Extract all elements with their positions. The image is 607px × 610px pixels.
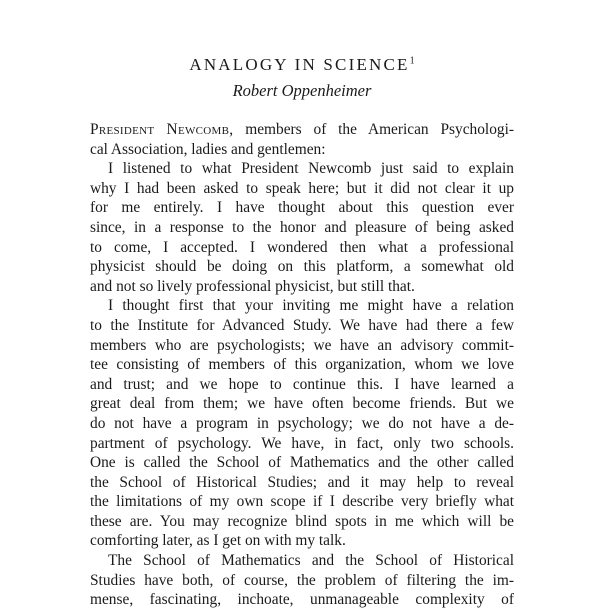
footnote-marker[interactable]: 1 — [409, 55, 415, 67]
text-line: I listened to what President Newcomb just said to explain — [108, 160, 514, 178]
article-title-text: ANALOGY IN SCIENCE — [189, 55, 410, 74]
text-line: and not so lively professional physicist, but still that. — [90, 277, 415, 295]
paragraph — [90, 120, 514, 159]
text-line: and trust; and we hope to continue this. I have learned a — [90, 375, 514, 393]
text-line-rest: members of the American Psychologi- — [233, 121, 514, 138]
text-line: cal Association, ladies and gentlemen: — [90, 140, 326, 158]
article-author: Robert Oppenheimer — [232, 81, 372, 100]
document-page — [90, 54, 514, 610]
text-line: I thought first that your inviting me might have a relation — [108, 297, 514, 315]
paragraph — [90, 551, 514, 610]
text-line: since, in a response to the honor and pleasure of being asked — [90, 218, 514, 236]
text-line — [90, 120, 514, 140]
text-line: members who are psychologists; we have an advisory commit- — [90, 336, 514, 354]
text-line: partment of psychology. We have, in fact, only two schools. — [90, 434, 514, 452]
text-line: these are. You may recognize blind spots in me which will be — [90, 512, 514, 530]
text-line: tee consisting of members of this organization, whom we love — [90, 356, 514, 374]
text-line: the School of Historical Studies; and it may help to reveal — [90, 473, 514, 491]
text-line: for me entirely. I have thought about this question ever — [90, 199, 514, 217]
text-line: One is called the School of Mathematics and the other called — [90, 454, 514, 472]
text-line: The School of Mathematics and the School of Historical — [108, 552, 514, 570]
article-body — [90, 120, 514, 610]
article-title — [90, 54, 514, 76]
paragraph — [90, 296, 514, 551]
text-line: why I had been asked to speak here; but it did not clear it up — [90, 179, 514, 197]
text-line: Studies have both, of course, the problem of filtering the im- — [90, 571, 514, 589]
text-line: great deal from them; we have often become friends. But we — [90, 395, 514, 413]
text-line: to come, I accepted. I wondered then what a professional — [90, 238, 514, 256]
text-line: the limitations of my own scope if I describe very briefly what — [90, 493, 514, 511]
text-line: physicist should be doing on this platform, a somewhat old — [90, 258, 514, 276]
text-line: do not have a program in psychology; we do not have a de- — [90, 414, 514, 432]
text-line: mense, fascinating, inchoate, unmanageable complexity of — [90, 591, 514, 609]
text-line: to the Institute for Advanced Study. We have had there a few — [90, 316, 514, 334]
salutation-smallcaps: President Newcomb, — [90, 121, 234, 138]
text-line: comforting later, as I get on with my talk. — [90, 532, 346, 550]
paragraph — [90, 159, 514, 296]
